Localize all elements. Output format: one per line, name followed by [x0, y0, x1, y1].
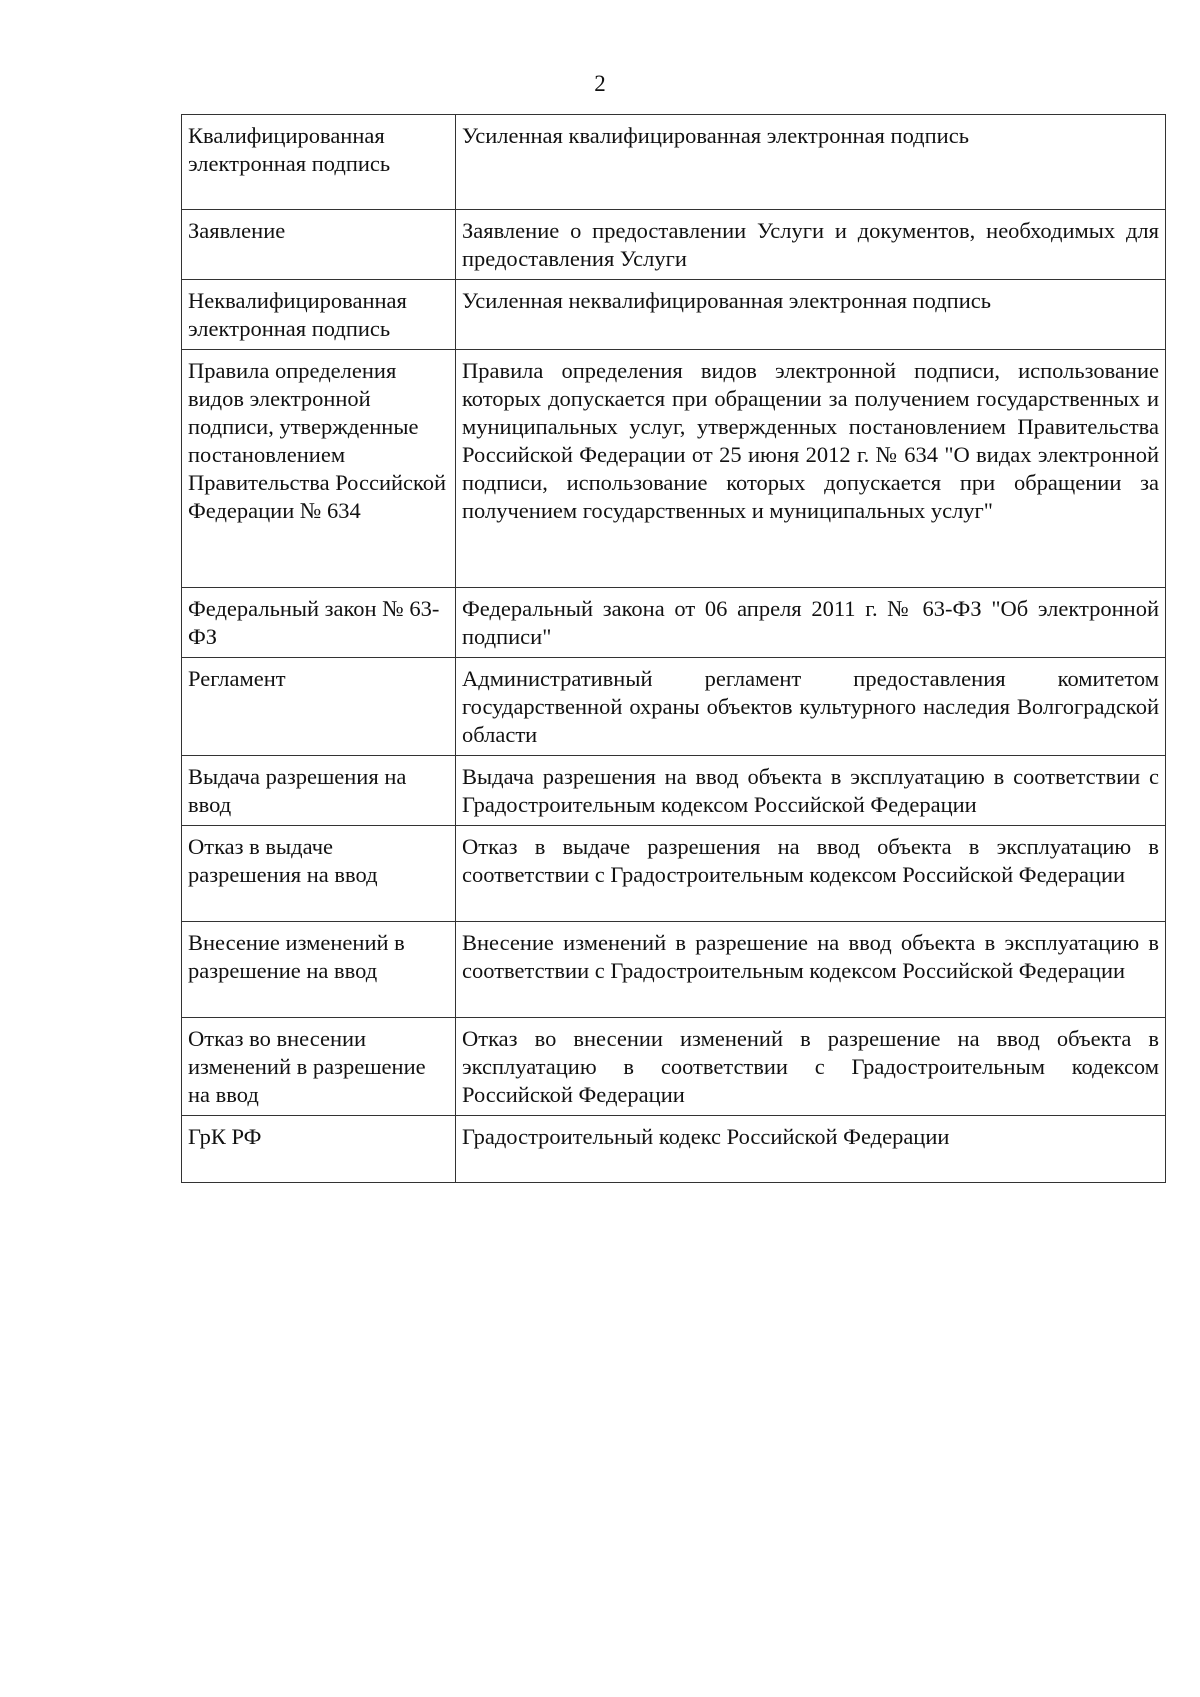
definition-cell: Отказ во внесении изменений в разрешение на ввод объекта в эксплуатацию в соответствии с Градостроительным кодексом Российской Федерации: [456, 1018, 1166, 1116]
term-cell: Заявление: [182, 210, 456, 280]
term-cell: Правила определения видов электронной подписи, утвержденные постановлением Правительства Российской Федерации № 634: [182, 350, 456, 588]
definition-cell: Градостроительный кодекс Российской Федерации: [456, 1116, 1166, 1183]
page-number: 2: [594, 71, 606, 96]
table-row: [182, 588, 1166, 658]
term-cell: Квалифицированная электронная подпись: [182, 115, 456, 210]
table-row: [182, 350, 1166, 588]
terms-table: [181, 114, 1166, 1183]
term-cell: Внесение изменений в разрешение на ввод: [182, 922, 456, 1018]
table-row: [182, 1018, 1166, 1116]
definition-cell: Усиленная неквалифицированная электронная подпись: [456, 280, 1166, 350]
term-cell: Отказ во внесении изменений в разрешение на ввод: [182, 1018, 456, 1116]
term-cell: Неквалифицированная электронная подпись: [182, 280, 456, 350]
definition-cell: Заявление о предоставлении Услуги и документов, необходимых для предоставления Услуги: [456, 210, 1166, 280]
definition-cell: Внесение изменений в разрешение на ввод объекта в эксплуатацию в соответствии с Градостроительным кодексом Российской Федерации: [456, 922, 1166, 1018]
table-row: [182, 756, 1166, 826]
definition-cell: Правила определения видов электронной подписи, использование которых допускается при обращении за получением государственных и муниципальных услуг, утвержденных постановлением Правительства Российской Федерации от 25 июня 2012 г. № 634 "О видах электронной подписи, использование которых допускается при обращении за получением государственных и муниципальных услуг": [456, 350, 1166, 588]
definition-cell: Административный регламент предоставления комитетом государственной охраны объектов культурного наследия Волгоградской области: [456, 658, 1166, 756]
term-cell: ГрК РФ: [182, 1116, 456, 1183]
table-row: [182, 115, 1166, 210]
term-cell: Отказ в выдаче разрешения на ввод: [182, 826, 456, 922]
table-row: [182, 922, 1166, 1018]
definition-cell: Федеральный закона от 06 апреля 2011 г. № 63-ФЗ "Об электронной подписи": [456, 588, 1166, 658]
table-row: [182, 1116, 1166, 1183]
definition-cell: Выдача разрешения на ввод объекта в эксплуатацию в соответствии с Градостроительным кодексом Российской Федерации: [456, 756, 1166, 826]
term-cell: Выдача разрешения на ввод: [182, 756, 456, 826]
table-row: [182, 210, 1166, 280]
term-cell: Федеральный закон № 63-ФЗ: [182, 588, 456, 658]
table-row: [182, 280, 1166, 350]
term-cell: Регламент: [182, 658, 456, 756]
table-row: [182, 658, 1166, 756]
definition-cell: Отказ в выдаче разрешения на ввод объекта в эксплуатацию в соответствии с Градостроительным кодексом Российской Федерации: [456, 826, 1166, 922]
table-row: [182, 826, 1166, 922]
definition-cell: Усиленная квалифицированная электронная подпись: [456, 115, 1166, 210]
